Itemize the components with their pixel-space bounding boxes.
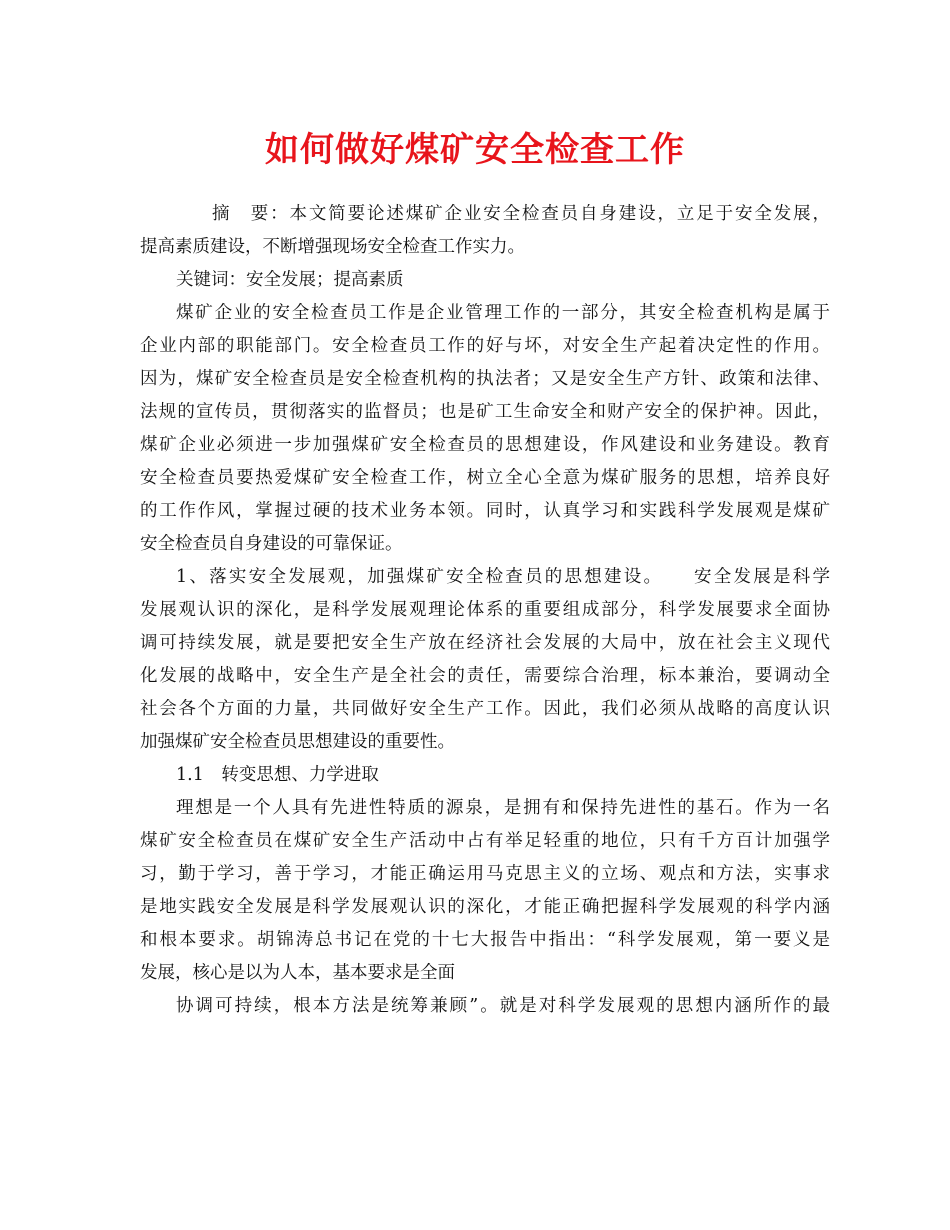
- body-line: 的工作作风，掌握过硬的技术业务本领。同时，认真学习和实践科学发展观是煤矿: [140, 501, 830, 521]
- body-line: 习，勤于学习，善于学习，才能正确运用马克思主义的立场、观点和方法，实事求: [140, 864, 830, 884]
- body-line: 化发展的战略中，安全生产是全社会的责任，需要综合治理，标本兼治，要调动全: [140, 666, 830, 686]
- body-line: 煤矿企业必须进一步加强煤矿安全检查员的思想建设，作风建设和业务建设。教育: [140, 435, 830, 455]
- body-line: 调可持续发展，就是要把安全生产放在经济社会发展的大局中，放在社会主义现代: [140, 633, 830, 653]
- document-title: 如何做好煤矿安全检查工作: [265, 130, 685, 170]
- body-line: 社会各个方面的力量，共同做好安全生产工作。因此，我们必须从战略的高度认识: [140, 699, 830, 719]
- document-body: [140, 198, 830, 1023]
- body-line: 煤矿安全检查员在煤矿安全生产活动中占有举足轻重的地位，只有千方百计加强学: [140, 831, 830, 851]
- body-line: 煤矿企业的安全检查员工作是企业管理工作的一部分，其安全检查机构是属于: [176, 303, 830, 323]
- body-line: 安全检查员自身建设的可靠保证。: [140, 534, 403, 554]
- body-line: 法规的宣传员，贯彻落实的监督员；也是矿工生命安全和财产安全的保护神。因此，: [140, 402, 830, 422]
- body-line: 1.1 转变思想、力学进取: [176, 765, 379, 785]
- body-line: 企业内部的职能部门。安全检查员工作的好与坏，对安全生产起着决定性的作用。: [140, 336, 830, 356]
- body-line: 加强煤矿安全检查员思想建设的重要性。: [140, 732, 455, 752]
- body-line: 发展，核心是以为人本，基本要求是全面: [140, 963, 455, 983]
- body-line: 安全检查员要热爱煤矿安全检查工作，树立全心全意为煤矿服务的思想，培养良好: [140, 468, 830, 488]
- body-line: 提高素质建设，不断增强现场安全检查工作实力。: [140, 237, 525, 257]
- body-line: 理想是一个人具有先进性特质的源泉，是拥有和保持先进性的基石。作为一名: [176, 798, 830, 818]
- body-line: 和根本要求。胡锦涛总书记在党的十七大报告中指出：“科学发展观，第一要义是: [140, 930, 830, 950]
- body-line: 发展观认识的深化，是科学发展观理论体系的重要组成部分，科学发展要求全面协: [140, 600, 830, 620]
- body-line: 协调可持续，根本方法是统筹兼顾”。就是对科学发展观的思想内涵所作的最: [176, 996, 830, 1016]
- body-line: 因为，煤矿安全检查员是安全检查机构的执法者；又是安全生产方针、政策和法律、: [140, 369, 830, 389]
- body-line: 是地实践安全发展是科学发展观认识的深化，才能正确把握科学发展观的科学内涵: [140, 897, 830, 917]
- body-line: 摘 要：本文简要论述煤矿企业安全检查员自身建设，立足于安全发展，: [212, 204, 830, 224]
- body-line: 1、落实安全发展观，加强煤矿安全检查员的思想建设。 安全发展是科学: [176, 567, 830, 587]
- body-line: 关键词：安全发展；提高素质: [176, 270, 404, 290]
